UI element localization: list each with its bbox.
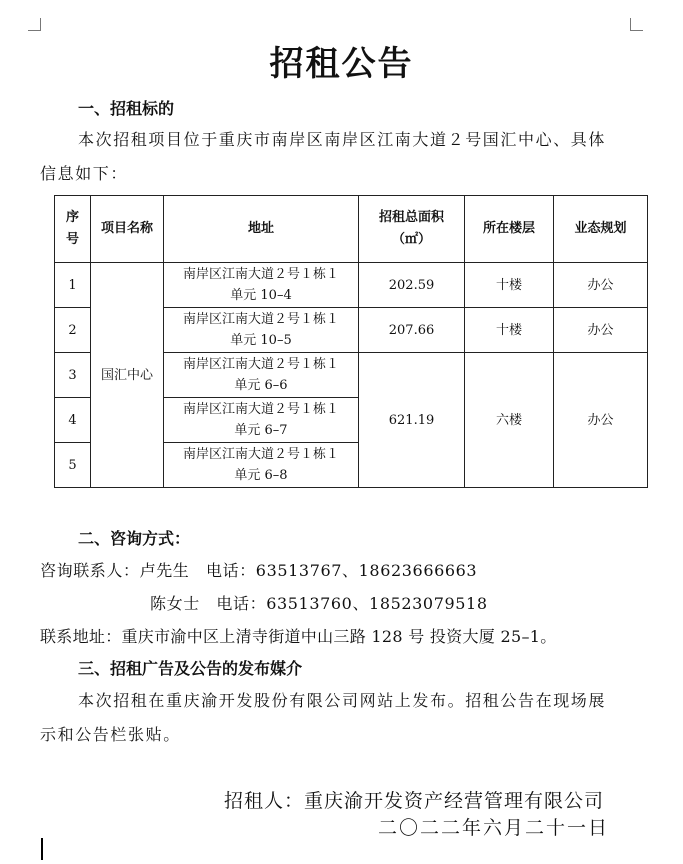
header-area: 招租总面积 （㎡）	[359, 196, 465, 263]
row-floor: 十楼	[465, 263, 554, 308]
signature-lessor: 招租人：重庆渝开发资产经营管理有限公司	[224, 790, 605, 812]
row-area: 621.19	[359, 353, 465, 488]
row-address: 南岸区江南大道２号１栋１ 单元 6–8	[164, 443, 359, 488]
row-no: 1	[55, 263, 91, 308]
row-no: 5	[55, 443, 91, 488]
section3-line2: 示和公告栏张贴。	[40, 725, 181, 744]
row-no: 3	[55, 353, 91, 398]
row-address: 南岸区江南大道２号１栋１ 单元 10–4	[164, 263, 359, 308]
row-floor: 六楼	[465, 353, 554, 488]
contact-address: 联系地址：重庆市渝中区上清寺街道中山三路 128 号 投资大厦 25–1。	[40, 627, 557, 646]
row-address: 南岸区江南大道２号１栋１ 单元 6–7	[164, 398, 359, 443]
row-address: 南岸区江南大道２号１栋１ 单元 6–6	[164, 353, 359, 398]
contact-line-1: 咨询联系人：卢先生 电话：63513767、18623666663	[40, 561, 478, 580]
row-usage: 办公	[554, 353, 648, 488]
header-no: 序 号	[55, 196, 91, 263]
header-project: 项目名称	[91, 196, 164, 263]
row-usage: 办公	[554, 263, 648, 308]
header-usage: 业态规划	[554, 196, 648, 263]
crop-mark-top-right	[630, 18, 643, 31]
document-title: 招租公告	[269, 44, 414, 84]
project-name-cell: 国汇中心	[91, 263, 164, 488]
row-address: 南岸区江南大道２号１栋１ 单元 10–5	[164, 308, 359, 353]
row-area: 202.59	[359, 263, 465, 308]
section3-line1: 本次招租在重庆渝开发股份有限公司网站上发布。招租公告在现场展	[78, 691, 607, 710]
section1-intro-line1: 本次招租项目位于重庆市南岸区南岸区江南大道２号国汇中心、具体	[78, 130, 607, 149]
rental-info-table	[54, 195, 648, 488]
section1-heading: 一、招租标的	[78, 99, 175, 118]
table-row	[55, 263, 648, 308]
section3-heading: 三、招租广告及公告的发布媒介	[78, 659, 303, 678]
row-usage: 办公	[554, 308, 648, 353]
contact-line-2: 陈女士 电话：63513760、18523079518	[150, 594, 488, 613]
row-area: 207.66	[359, 308, 465, 353]
table-header-row	[55, 196, 648, 263]
row-floor: 十楼	[465, 308, 554, 353]
crop-mark-top-left	[28, 18, 41, 31]
header-floor: 所在楼层	[465, 196, 554, 263]
row-no: 2	[55, 308, 91, 353]
section1-intro-line2: 信息如下：	[40, 164, 129, 183]
header-address: 地址	[164, 196, 359, 263]
row-no: 4	[55, 398, 91, 443]
signature-date: 二〇二二年六月二十一日	[378, 817, 610, 839]
text-cursor	[41, 838, 43, 860]
section2-heading: 二、咨询方式：	[78, 529, 191, 548]
